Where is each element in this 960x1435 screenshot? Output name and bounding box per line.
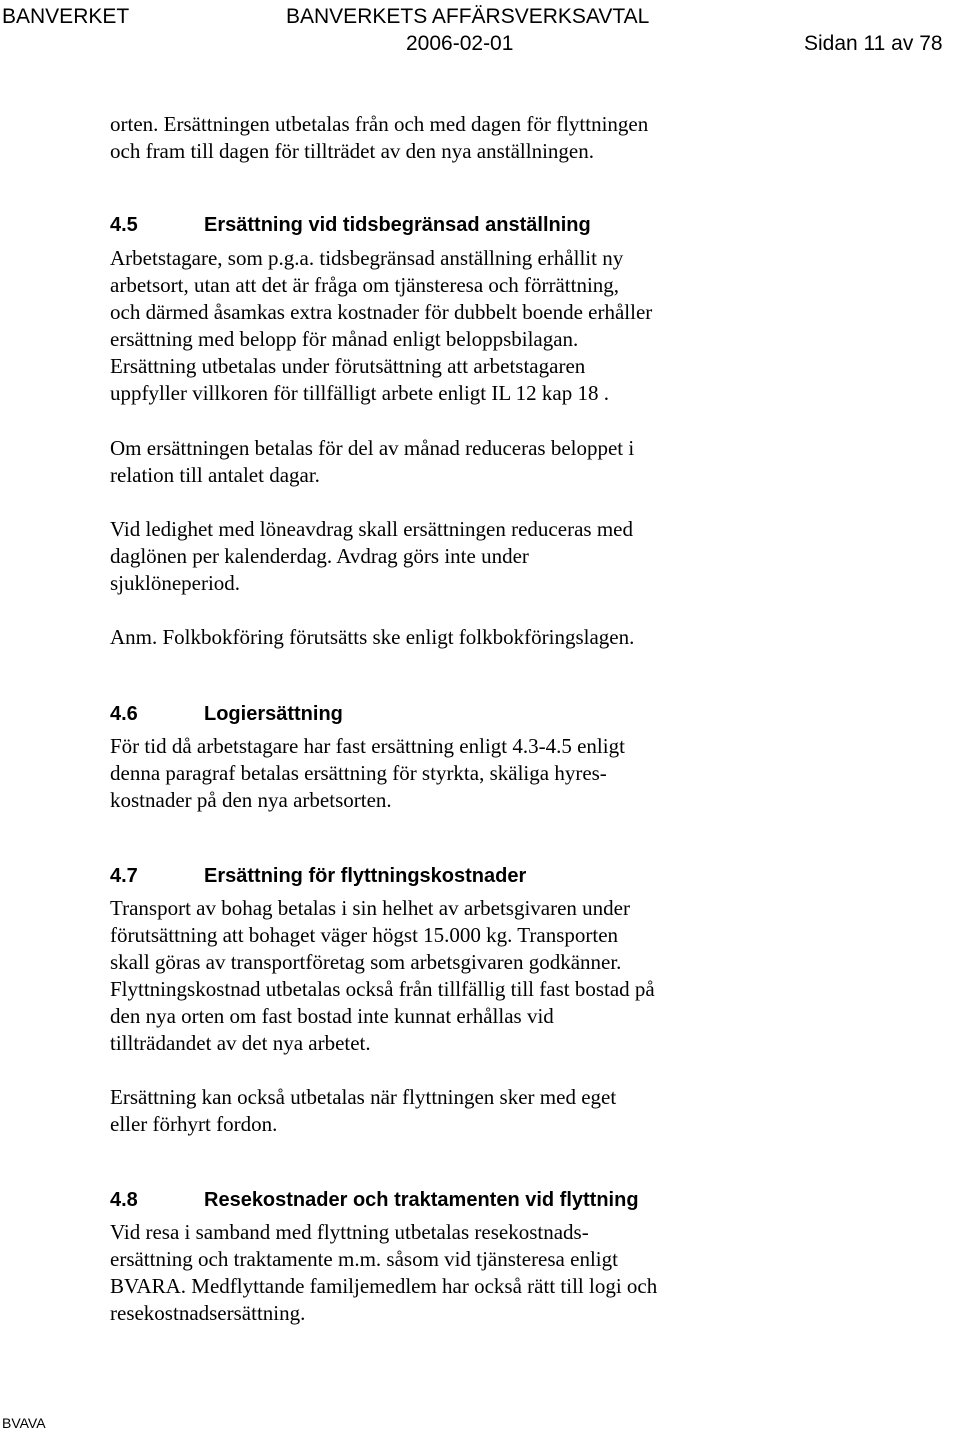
section-heading-4-7 bbox=[110, 864, 526, 888]
section-4-5-paragraph-1: Arbetstagare, som p.g.a. tidsbegränsad anställning erhållit ny arbetsort, utan att det är fråga om tjänsteresa och förrättning, och därmed åsamkas extra kostnader för dubbelt boende erhåller ersättning med belopp för månad enligt beloppsbilagan. Ersättning utbetalas under förutsättning att arbetstagaren uppfyller villkoren för tillfälligt arbete enligt IL 12 kap 18 . bbox=[110, 246, 653, 405]
section-heading-4-6 bbox=[110, 702, 343, 726]
section-4-5-paragraph-3: Vid ledighet med löneavdrag skall ersättningen reduceras med daglönen per kalenderdag. Avdrag görs inte under sjuklöneperiod. bbox=[110, 517, 633, 595]
section-4-6-paragraph-1: För tid då arbetstagare har fast ersättning enligt 4.3-4.5 enligt denna paragraf betalas ersättning för styrkta, skäliga hyres- kostnader på den nya arbetsorten. bbox=[110, 734, 625, 812]
section-number: 4.5 bbox=[110, 214, 138, 236]
header-org: BANVERKET bbox=[2, 5, 130, 28]
header-doc-title: BANVERKETS AFFÄRSVERKSAVTAL bbox=[286, 5, 650, 28]
section-4-5-note: Anm. Folkbokföring förutsätts ske enligt folkbokföringslagen. bbox=[110, 625, 635, 649]
intro-paragraph: orten. Ersättningen utbetalas från och med dagen för flyttningen och fram till dagen för tillträdet av den nya anställningen. bbox=[110, 112, 649, 163]
footer-label: BVAVA bbox=[2, 1415, 46, 1431]
section-heading-4-5 bbox=[110, 213, 591, 237]
header-page-number: Sidan 11 av 78 bbox=[804, 32, 943, 55]
header-date: 2006-02-01 bbox=[406, 32, 514, 55]
section-number: 4.8 bbox=[110, 1189, 138, 1211]
section-number: 4.7 bbox=[110, 865, 138, 887]
section-title: Resekostnader och traktamenten vid flyttning bbox=[204, 1189, 639, 1211]
section-4-7-paragraph-2: Ersättning kan också utbetalas när flyttningen sker med eget eller förhyrt fordon. bbox=[110, 1085, 617, 1136]
section-4-8-paragraph-1: Vid resa i samband med flyttning utbetalas resekostnads- ersättning och traktamente m.m. såsom vid tjänsteresa enligt BVARA. Medflyttande familjemedlem har också rätt till logi och resekostnadsersättning. bbox=[110, 1220, 658, 1325]
section-number: 4.6 bbox=[110, 703, 138, 725]
section-title: Logiersättning bbox=[204, 703, 343, 725]
section-4-5-paragraph-2: Om ersättningen betalas för del av månad reduceras beloppet i relation till antalet dagar. bbox=[110, 436, 635, 487]
section-title: Ersättning för flyttningskostnader bbox=[204, 865, 527, 887]
section-title: Ersättning vid tidsbegränsad anställning bbox=[204, 214, 591, 236]
section-4-7-paragraph-1: Transport av bohag betalas i sin helhet av arbetsgivaren under förutsättning att bohaget väger högst 15.000 kg. Transporten skall göras av transportföretag som arbetsgivaren godkänner. Flyttningskostnad utbetalas också från tillfällig till fast bostad på den nya orten om fast bostad inte kunnat erhållas vid tillträdandet av det nya arbetet. bbox=[110, 896, 655, 1055]
section-heading-4-8 bbox=[110, 1188, 639, 1212]
